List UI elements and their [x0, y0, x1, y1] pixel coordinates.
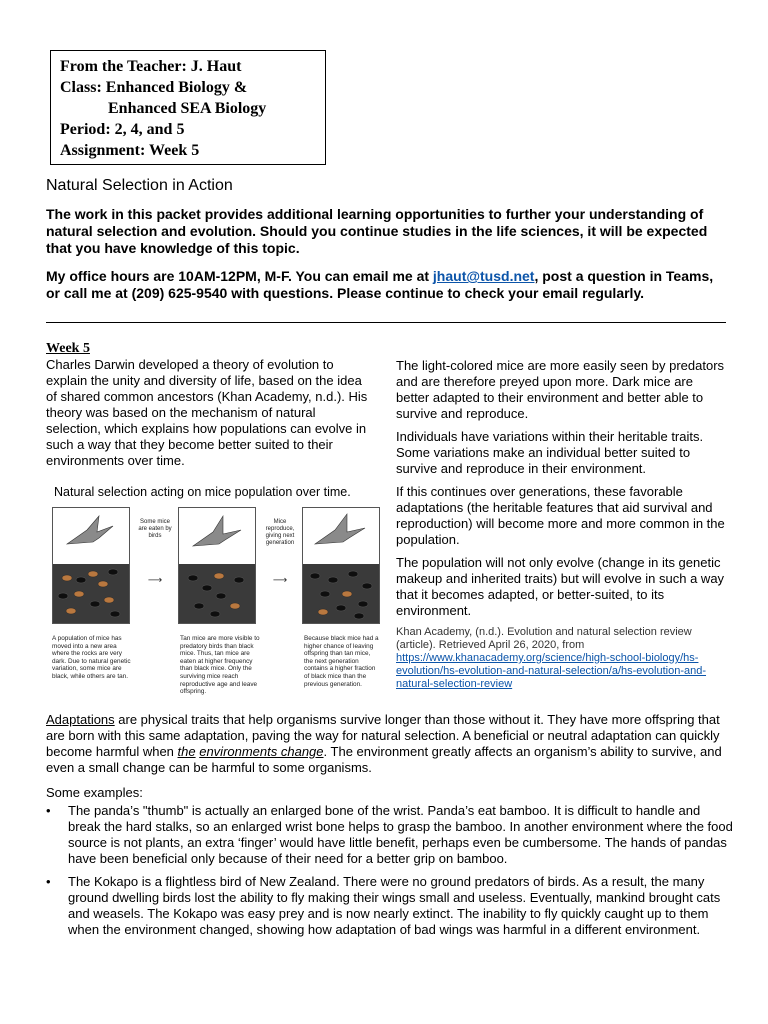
teacher-info-box — [50, 50, 326, 165]
bullet-icon: • — [46, 874, 51, 889]
example-panda: The panda’s "thumb" is actually an enlarged bone of the wrist. Panda’s eat bamboo. It is difficult to handle and break the hard stalks, so an enlarged wrist bone helps to grasp the bamboo. In another environment where the food source is not plants, an extra ‘finger’ would have little benefit, perhaps even be cumbersome. The hands of pandas have been beneficial only because of their need for a better grip on bamboo. — [68, 803, 733, 866]
hawk-and-mice-illustration — [303, 508, 379, 623]
teacher-line: From the Teacher: J. Haut — [60, 58, 242, 75]
week-heading: Week 5 — [46, 341, 90, 356]
arrow-icon: ⟶ — [147, 575, 163, 586]
adaptations-term: Adaptations — [46, 712, 115, 727]
natural-selection-figure — [46, 483, 381, 711]
adaptations-text: are physical traits that help organisms survive longer than those without it. They have more offspring that are born with this same adaptation, paving the way for natural selection. A beneficial or neutral adaptation can quickly become harmful when — [46, 712, 720, 759]
intro-paragraph: The work in this packet provides additional learning opportunities to further your understanding of natural selection and evolution. Should you continue studies in the life sciences, it will be expected that you have knowledge of this topic. — [46, 206, 708, 256]
hawk-and-mice-illustration — [53, 508, 129, 623]
arrow-icon: ⟶ — [272, 575, 288, 586]
darwin-paragraph: Charles Darwin developed a theory of evolution to explain the unity and diversity of life, based on the idea of shared common ancestors (Khan Academy, n.d.). His theory was based on the mechanism of natural selection, which explains how populations can evolve in such a way that they become better suited to their environments over time. — [46, 357, 368, 468]
figure-caption-2: Tan mice are more visible to predatory birds than black mice. Thus, tan mice are eaten at higher frequency than black mice. Only the surviving mice reach reproductive age and leave offspring. — [180, 635, 260, 696]
emphasis-the: the — [177, 744, 196, 759]
bullet-icon: • — [46, 803, 51, 818]
list-item — [46, 803, 736, 867]
assignment-line: Assignment: Week 5 — [60, 142, 200, 159]
class-line: Class: Enhanced Biology & — [60, 79, 248, 96]
figure-caption-1: A population of mice has moved into a new area where the rocks are very dark. Due to natural genetic variation, some mice are black, while others are tan. — [52, 635, 131, 680]
figure-note-reproduce: Mice reproduce, giving next generation — [265, 519, 295, 546]
citation-text: Khan Academy, (n.d.). Evolution and natural selection review (article). Retrieved April 26, 2020, from — [396, 626, 692, 651]
adaptations-text-end: . The environment greatly affects an organism’s ability to survive, and even a small change can be harmful to some organisms. — [46, 744, 722, 775]
example-kokapo: The Kokapo is a flightless bird of New Zealand. There were no ground predators of birds. As a result, the many ground dwelling birds lost the ability to fly making their wings small and useless. Eventually, mankind brought cats and weasels. The Kokapo was easy prey and is now nearly extinct. The inability to fly quickly caught up to them when the environment changed, showing how adaptation of bad wings was harmful in a different environment. — [68, 874, 721, 937]
predation-paragraph: The light-colored mice are more easily seen by predators and are therefore preyed upon more. Dark mice are better adapted to their environment and better able to survive and reproduce. — [396, 358, 725, 421]
citation — [396, 626, 726, 691]
section-divider — [46, 322, 726, 323]
figure-panel-1 — [52, 507, 130, 624]
citation-link[interactable]: https://www.khanacademy.org/science/high-school-biology/hs-evolution/hs-evolution-and-natural-selection/a/hs-evolution-and-natural-selection-review — [396, 652, 707, 690]
right-column — [396, 358, 726, 698]
email-link[interactable]: jhaut@tusd.net — [432, 268, 535, 284]
period-line: Period: 2, 4, and 5 — [60, 121, 185, 138]
figure-panel-3 — [302, 507, 380, 624]
figure-note-eaten: Some mice are eaten by birds — [138, 519, 172, 539]
adaptations-paragraph — [46, 712, 736, 776]
generations-paragraph: If this continues over generations, these favorable adaptations (the heritable features that aid survival and reproduction) will become more and more common in the population. — [396, 484, 725, 547]
emphasis-environments-change: environments change — [199, 744, 324, 759]
hawk-and-mice-illustration — [179, 508, 255, 623]
figure-caption-3: Because black mice had a higher chance of leaving offspring than tan mice, the next generation contains a higher fraction of black mice than the previous generation. — [304, 635, 379, 688]
variation-paragraph: Individuals have variations within their heritable traits. Some variations make an individual better suited to survive and reproduce in their environment. — [396, 429, 704, 476]
examples-list — [46, 803, 736, 945]
list-item — [46, 874, 736, 938]
office-hours-text-after: , post a question in Teams, or call me at (209) 625-9540 with questions. Please continue to check your email regularly. — [46, 268, 714, 301]
figure-title: Natural selection acting on mice population over time. — [54, 485, 351, 499]
evolve-paragraph: The population will not only evolve (change in its genetic makeup and inherited traits) but will evolve in such a way that it becomes adapted, or better-suited, to its environment. — [396, 555, 725, 618]
office-hours-paragraph — [46, 268, 726, 302]
figure-panel-2 — [178, 507, 256, 624]
page-title: Natural Selection in Action — [46, 177, 233, 194]
office-hours-text: My office hours are 10AM-12PM, M-F. You can email me at — [46, 268, 433, 284]
examples-label: Some examples: — [46, 785, 143, 800]
class-line-continued: Enhanced SEA Biology — [108, 100, 267, 117]
